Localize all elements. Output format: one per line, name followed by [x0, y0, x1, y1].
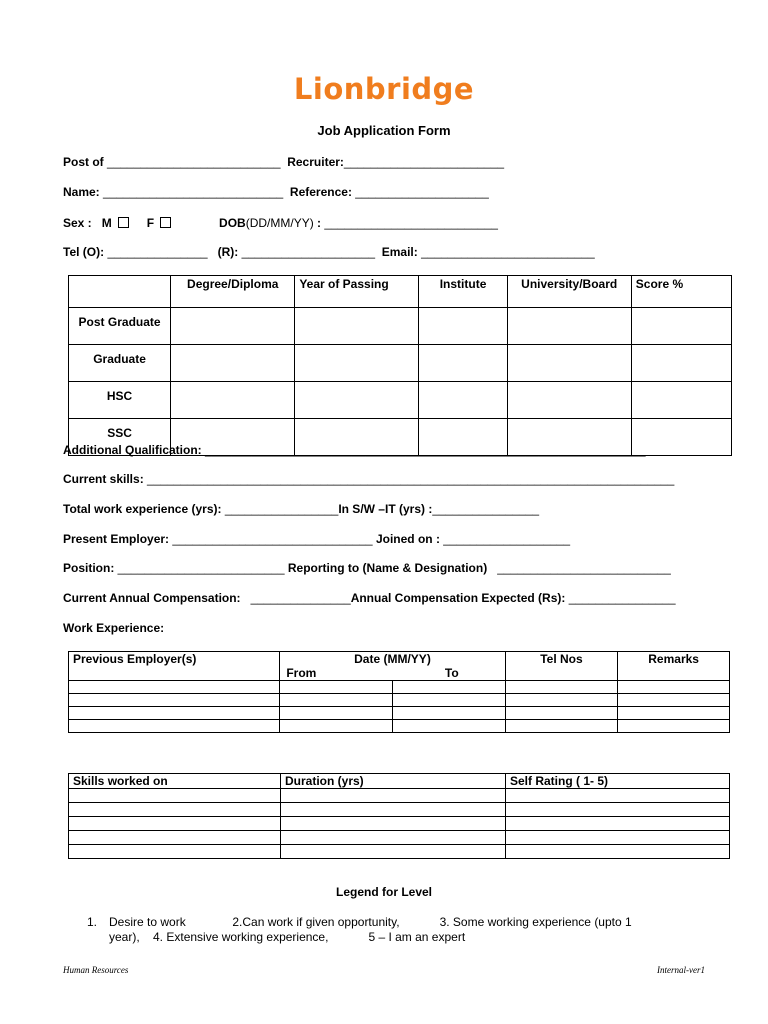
present-employer-label: Present Employer:: [63, 532, 170, 546]
table-cell[interactable]: [506, 845, 730, 859]
to-label: To: [444, 666, 459, 680]
table-cell[interactable]: [69, 789, 281, 803]
row-label-graduate: Graduate: [69, 345, 171, 382]
dob-colon: :: [313, 216, 322, 230]
table-cell[interactable]: [631, 345, 731, 382]
table-cell[interactable]: [69, 720, 280, 733]
table-cell[interactable]: [171, 382, 295, 419]
total-work-exp-label: Total work experience (yrs):: [63, 502, 222, 516]
position-field[interactable]: _________________________: [117, 561, 285, 575]
sex-m-checkbox[interactable]: [118, 217, 129, 228]
table-cell[interactable]: [631, 308, 731, 345]
education-corner-cell: [69, 276, 171, 308]
table-cell[interactable]: [69, 831, 281, 845]
legend-number: 1.: [87, 915, 98, 929]
joined-on-field[interactable]: ___________________: [443, 532, 571, 546]
date-label: Date (MM/YY): [354, 652, 431, 666]
email-field[interactable]: __________________________: [421, 245, 595, 259]
table-cell[interactable]: [69, 817, 281, 831]
additional-qualification-field[interactable]: __________________________________________________________________: [205, 443, 646, 457]
reference-label: Reference:: [289, 185, 352, 199]
header-degree-diploma: Degree/Diploma: [171, 276, 295, 308]
sex-m-label: M: [101, 216, 112, 230]
table-cell[interactable]: [506, 789, 730, 803]
date-subheader: [284, 666, 500, 680]
table-cell[interactable]: [281, 845, 506, 859]
table-cell[interactable]: [69, 707, 280, 720]
table-cell[interactable]: [280, 720, 393, 733]
table-cell[interactable]: [171, 308, 295, 345]
row-label-ssc: SSC: [69, 419, 171, 456]
table-cell[interactable]: [171, 345, 295, 382]
table-cell[interactable]: [69, 845, 281, 859]
table-cell[interactable]: [392, 694, 505, 707]
table-cell[interactable]: [505, 681, 618, 694]
name-field[interactable]: ___________________________: [103, 185, 284, 199]
recruiter-label: Recruiter:: [287, 155, 344, 169]
table-row: [69, 817, 730, 831]
table-cell[interactable]: [295, 308, 419, 345]
table-cell[interactable]: [631, 382, 731, 419]
header-tel-nos: Tel Nos: [505, 652, 618, 681]
legend-title: Legend for Level: [335, 885, 433, 899]
in-sw-it-field[interactable]: ________________: [432, 502, 540, 516]
education-table: [68, 275, 732, 456]
joined-on-label: Joined on :: [375, 532, 440, 546]
from-label: From: [286, 666, 317, 680]
position-line: [63, 561, 671, 577]
header-self-rating: Self Rating ( 1- 5): [506, 774, 730, 789]
table-cell[interactable]: [280, 681, 393, 694]
table-cell[interactable]: [69, 681, 280, 694]
reference-field[interactable]: ____________________: [355, 185, 489, 199]
table-row: [69, 681, 730, 694]
table-cell[interactable]: [295, 345, 419, 382]
table-cell[interactable]: [281, 803, 506, 817]
tel-o-label: Tel (O):: [63, 245, 105, 259]
table-row: [69, 831, 730, 845]
table-cell[interactable]: [631, 419, 731, 456]
name-label: Name:: [63, 185, 100, 199]
table-row: [69, 789, 730, 803]
dob-field[interactable]: __________________________: [324, 216, 498, 230]
total-work-exp-field[interactable]: _________________: [224, 502, 339, 516]
table-cell[interactable]: [69, 803, 281, 817]
header-institute: Institute: [419, 276, 507, 308]
table-cell[interactable]: [281, 789, 506, 803]
table-cell[interactable]: [618, 694, 730, 707]
table-cell[interactable]: [281, 817, 506, 831]
footer-left: Human Resources: [63, 965, 129, 975]
header-year-of-passing: Year of Passing: [295, 276, 419, 308]
reporting-to-field[interactable]: __________________________: [497, 561, 671, 575]
table-cell[interactable]: [507, 308, 631, 345]
table-cell[interactable]: [507, 382, 631, 419]
expected-comp-label: Annual Compensation Expected (Rs):: [350, 591, 566, 605]
legend-line-1-text: Desire to work 2.Can work if given opportunity, 3. Some working experience (upto 1: [109, 915, 632, 929]
table-cell[interactable]: [280, 694, 393, 707]
table-cell[interactable]: [506, 831, 730, 845]
table-cell[interactable]: [281, 831, 506, 845]
work-experience-heading: Work Experience:: [63, 621, 165, 635]
skills-table: [68, 773, 730, 859]
tel-email-line: [63, 245, 595, 261]
in-sw-it-label: In S/W –IT (yrs) :: [338, 502, 433, 516]
header-duration: Duration (yrs): [281, 774, 506, 789]
row-label-hsc: HSC: [69, 382, 171, 419]
current-comp-field[interactable]: _______________: [250, 591, 351, 605]
table-row: [69, 720, 730, 733]
header-previous-employer: Previous Employer(s): [69, 652, 280, 681]
legend-text: [87, 915, 687, 945]
additional-qualification-label: Additional Qualification:: [63, 443, 202, 457]
post-of-label: Post of: [63, 155, 104, 169]
table-cell[interactable]: [506, 817, 730, 831]
table-cell[interactable]: [295, 382, 419, 419]
table-cell[interactable]: [505, 694, 618, 707]
sex-label: Sex :: [63, 216, 92, 230]
post-of-field[interactable]: __________________________: [107, 155, 281, 169]
page-title: Job Application Form: [317, 123, 451, 138]
table-cell[interactable]: [69, 694, 280, 707]
current-skills-label: Current skills:: [63, 472, 144, 486]
row-label-post-graduate: Post Graduate: [69, 308, 171, 345]
table-row: [69, 803, 730, 817]
table-cell[interactable]: [280, 707, 393, 720]
tel-r-field[interactable]: ____________________: [241, 245, 376, 259]
header-score: Score %: [631, 276, 731, 308]
work-experience-line: [63, 502, 539, 518]
table-row: [69, 694, 730, 707]
sex-dob-line: [63, 216, 498, 232]
header-date: [280, 652, 505, 681]
table-cell[interactable]: [419, 308, 507, 345]
header-skills-worked-on: Skills worked on: [69, 774, 281, 789]
table-cell[interactable]: [392, 720, 505, 733]
present-employer-line: [63, 532, 570, 548]
tel-r-label: (R):: [217, 245, 239, 259]
table-cell[interactable]: [392, 681, 505, 694]
expected-comp-field[interactable]: ________________: [568, 591, 676, 605]
work-experience-table: [68, 651, 730, 733]
compensation-line: [63, 591, 676, 607]
dob-label: DOB: [219, 216, 246, 230]
legend-line-1: [87, 915, 687, 930]
table-row: [69, 707, 730, 720]
table-cell[interactable]: [506, 803, 730, 817]
legend-line-2: year), 4. Extensive working experience, 5 – I am an expert: [109, 930, 466, 944]
position-label: Position:: [63, 561, 115, 575]
current-comp-label: Current Annual Compensation:: [63, 591, 241, 605]
table-cell[interactable]: [618, 681, 730, 694]
additional-qualification-line: [63, 443, 646, 459]
current-skills-line: [63, 472, 674, 488]
post-recruiter-line: [63, 155, 504, 171]
header-remarks: Remarks: [618, 652, 730, 681]
name-reference-line: [63, 185, 489, 201]
reporting-to-label: Reporting to (Name & Designation): [287, 561, 488, 575]
table-row: [69, 845, 730, 859]
current-skills-field[interactable]: _______________________________________________________________________________: [147, 472, 675, 486]
table-cell[interactable]: [419, 345, 507, 382]
header-university-board: University/Board: [507, 276, 631, 308]
sex-f-checkbox[interactable]: [160, 217, 171, 228]
email-label: Email:: [381, 245, 418, 259]
table-cell[interactable]: [618, 720, 730, 733]
sex-f-label: F: [146, 216, 155, 230]
footer-right: Internal-ver1: [657, 965, 705, 975]
table-cell[interactable]: [618, 707, 730, 720]
table-cell[interactable]: [505, 720, 618, 733]
present-employer-field[interactable]: ______________________________: [172, 532, 373, 546]
company-logo: Lionbridge: [293, 72, 475, 106]
table-cell[interactable]: [419, 382, 507, 419]
dob-format: (DD/MM/YY): [245, 216, 314, 230]
recruiter-field[interactable]: ________________________: [343, 155, 505, 169]
tel-o-field[interactable]: _______________: [107, 245, 208, 259]
table-cell[interactable]: [392, 707, 505, 720]
table-cell[interactable]: [505, 707, 618, 720]
table-cell[interactable]: [507, 345, 631, 382]
